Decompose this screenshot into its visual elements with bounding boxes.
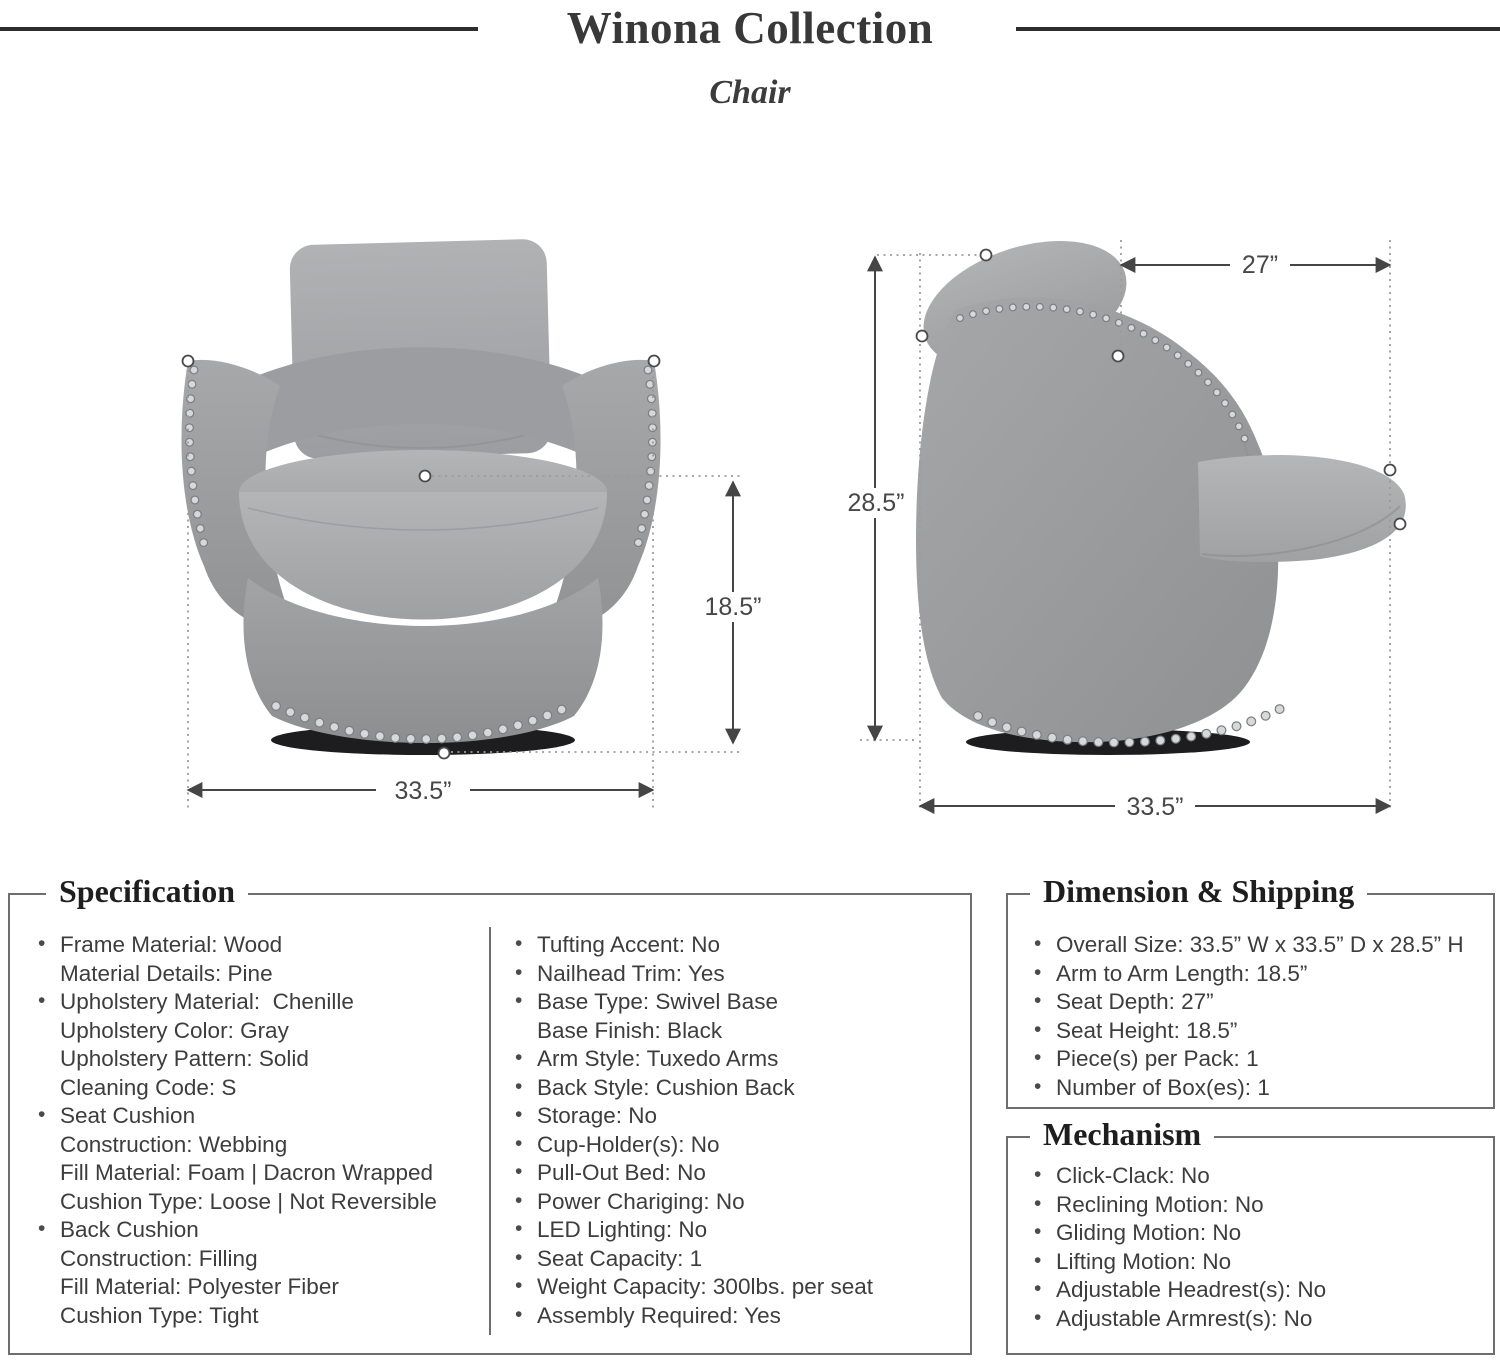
side-width-dimension-label: 33.5” xyxy=(1126,793,1184,821)
spec-item-nailhead: • Nailhead Trim: Yes xyxy=(507,960,957,989)
spec-item-arm-style: • Arm Style: Tuxedo Arms xyxy=(507,1045,957,1074)
mechanism-panel xyxy=(1006,1116,1495,1355)
spec-item-led-lighting: • LED Lighting: No xyxy=(507,1216,957,1245)
spec-item-pull-out-bed: • Pull-Out Bed: No xyxy=(507,1159,957,1188)
mechanism-item-click-clack: • Click-Clack: No xyxy=(1026,1162,1476,1191)
spec-item-seat-cushion: • Seat Cushion Construction: Webbing Fill Material: Foam | Dacron Wrapped Cushion Type: Loose | Not Reversible xyxy=(30,1102,470,1216)
mechanism-title: Mechanism xyxy=(1030,1116,1214,1153)
specification-title: Specification xyxy=(46,873,248,910)
spec-item-back-cushion: • Back Cushion Construction: Filling Fill Material: Polyester Fiber Cushion Type: Tight xyxy=(30,1216,470,1330)
side-height-dimension-label: 28.5” xyxy=(847,489,905,517)
chair-side-view-diagram xyxy=(840,210,1460,830)
spec-item-power-charging: • Power Chariging: No xyxy=(507,1188,957,1217)
dimension-shipping-title: Dimension & Shipping xyxy=(1030,873,1367,910)
spec-item-assembly: • Assembly Required: Yes xyxy=(507,1302,957,1331)
swivel-chair-side-illustration xyxy=(907,217,1406,755)
spec-item-back-style: • Back Style: Cushion Back xyxy=(507,1074,957,1103)
shipping-item-arm-to-arm: • Arm to Arm Length: 18.5” xyxy=(1026,960,1476,989)
dimension-shipping-panel xyxy=(1006,873,1495,1109)
spec-item-seat-capacity: • Seat Capacity: 1 xyxy=(507,1245,957,1274)
front-seat-height-dimension-label: 18.5” xyxy=(704,593,762,621)
spec-item-weight-capacity: • Weight Capacity: 300lbs. per seat xyxy=(507,1273,957,1302)
swivel-chair-front-illustration xyxy=(181,239,660,755)
specification-panel xyxy=(8,873,972,1355)
shipping-item-seat-depth: • Seat Depth: 27” xyxy=(1026,988,1476,1017)
spec-item-frame-material: • Frame Material: Wood Material Details: Pine xyxy=(30,931,470,988)
spec-item-base-type: • Base Type: Swivel Base Base Finish: Black xyxy=(507,988,957,1045)
mechanism-item-gliding: • Gliding Motion: No xyxy=(1026,1219,1476,1248)
mechanism-item-adjustable-headrest: • Adjustable Headrest(s): No xyxy=(1026,1276,1476,1305)
seat-cushion-side xyxy=(1198,455,1406,562)
mechanism-item-reclining: • Reclining Motion: No xyxy=(1026,1191,1476,1220)
specification-column-2 xyxy=(507,931,957,1330)
spec-item-tufting: • Tufting Accent: No xyxy=(507,931,957,960)
spec-item-cup-holder: • Cup-Holder(s): No xyxy=(507,1131,957,1160)
shipping-item-pieces-per-pack: • Piece(s) per Pack: 1 xyxy=(1026,1045,1476,1074)
shipping-item-overall-size: • Overall Size: 33.5” W x 33.5” D x 28.5” H xyxy=(1026,931,1476,960)
column-divider xyxy=(489,927,491,1335)
spec-item-upholstery: • Upholstery Material: Chenille Upholstery Color: Gray Upholstery Pattern: Solid Cleaning Code: S xyxy=(30,988,470,1102)
mechanism-item-lifting: • Lifting Motion: No xyxy=(1026,1248,1476,1277)
spec-item-storage: • Storage: No xyxy=(507,1102,957,1131)
front-width-dimension-label: 33.5” xyxy=(394,777,452,805)
page-title: Winona Collection xyxy=(566,3,934,53)
mechanism-item-adjustable-armrest: • Adjustable Armrest(s): No xyxy=(1026,1305,1476,1334)
dimension-shipping-list xyxy=(1026,931,1476,1102)
shipping-item-number-of-boxes: • Number of Box(es): 1 xyxy=(1026,1074,1476,1103)
shipping-item-seat-height: • Seat Height: 18.5” xyxy=(1026,1017,1476,1046)
specification-column-1 xyxy=(30,931,470,1330)
side-seat-depth-dimension-label: 27” xyxy=(1241,251,1279,279)
chair-front-view-diagram xyxy=(140,210,800,830)
mechanism-list xyxy=(1026,1162,1476,1333)
page-subtitle: Chair xyxy=(709,74,791,111)
